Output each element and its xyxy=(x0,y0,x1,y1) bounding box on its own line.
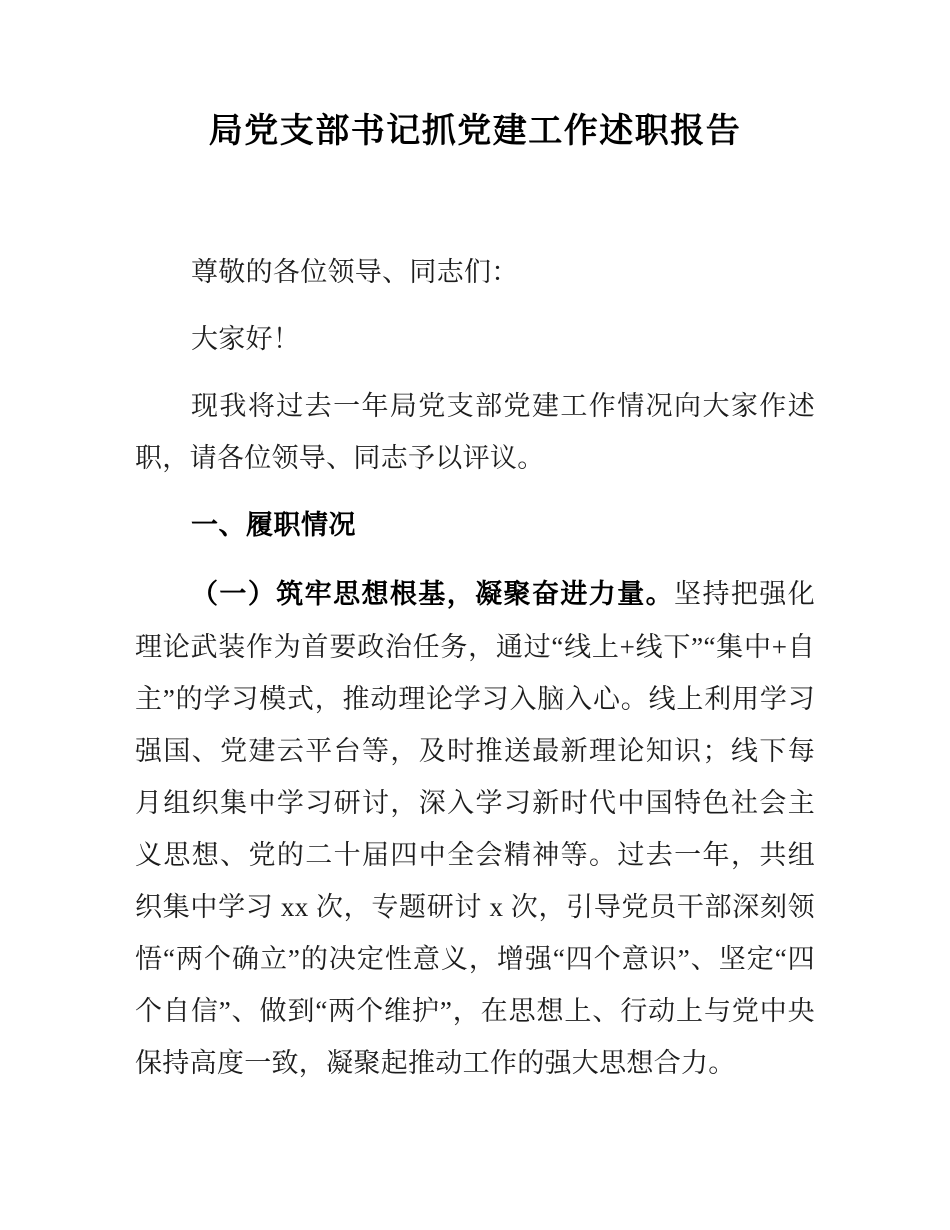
intro-paragraph: 现我将过去一年局党支部党建工作情况向大家作述职，请各位领导、同志予以评议。 xyxy=(135,391,815,473)
document-body xyxy=(135,246,815,1089)
subsection-paragraph-1 xyxy=(135,568,815,1089)
paragraph-spacer xyxy=(135,552,815,568)
title-spacer xyxy=(0,154,950,246)
subsection-body-part2: 次，专题研讨 xyxy=(308,892,490,922)
subsection-body-part1: 坚持把强化理论武装作为首要政治任务，通过“线上+线下”“集中+自主”的学习模式，推动理论学习入脑入心。线上利用学习强国、党建云平台等，及时推送最新理论知识；线下每月组织集中学习研讨，深入学习新时代中国特色社会主义思想、党的二十届四中全会精神等。过去一年，共组织集中学习 xyxy=(135,579,816,922)
page-title: 局党支部书记抓党建工作述职报告 xyxy=(208,111,742,151)
paragraph-spacer xyxy=(135,484,815,500)
subsection-lead-1: （一）筑牢思想根基，凝聚奋进力量。 xyxy=(191,579,675,610)
subsection-body-part3: 次，引导党员干部深刻领悟“两个确立”的决定性意义，增强“四个意识”、坚定“四个自信”、做到“两个维护”，在思想上、行动上与党中央保持高度一致，凝聚起推动工作的强大思想合力。 xyxy=(135,892,815,1078)
meeting-count-value: xx xyxy=(280,892,309,922)
seminar-count-value: x xyxy=(489,892,504,922)
greeting: 大家好！ xyxy=(191,324,301,354)
paragraph-spacer xyxy=(135,298,815,313)
paragraph-spacer xyxy=(135,365,815,380)
salutation: 尊敬的各位领导、同志们： xyxy=(191,257,519,287)
section-heading-1: 一、履职情况 xyxy=(191,510,356,541)
